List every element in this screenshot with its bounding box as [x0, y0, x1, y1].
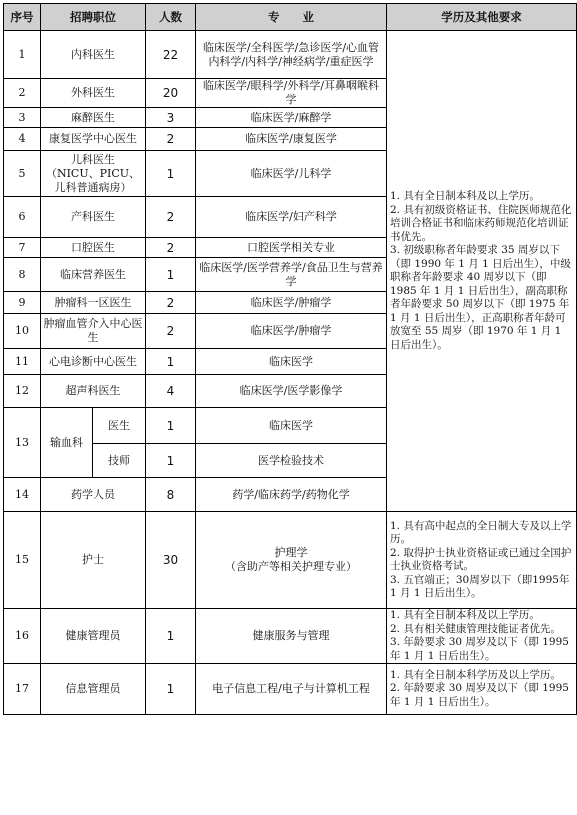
- requirement-item: 2. 取得护士执业资格证或已通过全国护士执业资格考试。: [390, 546, 572, 572]
- major-cell: 临床医学/儿科学: [196, 151, 387, 197]
- position-cell: 肿瘤血管介入中心医生: [41, 314, 146, 349]
- requirements-cell: [387, 512, 577, 609]
- major-cell: 临床医学/医学影像学: [196, 375, 387, 408]
- requirement-item: 1. 具有高中起点的全日制大专及以上学历。: [390, 519, 572, 545]
- position-cell: 肿瘤科一区医生: [41, 292, 146, 314]
- position-cell: 输血科: [41, 408, 93, 478]
- seq-cell: 8: [4, 258, 41, 292]
- major-cell: 电子信息工程/电子与计算机工程: [196, 664, 387, 715]
- table-row: [4, 512, 577, 609]
- count-cell: 2: [146, 292, 196, 314]
- major-cell: 护理学 （含助产等相关护理专业）: [196, 512, 387, 609]
- count-cell: 1: [146, 444, 196, 478]
- seq-cell: 14: [4, 478, 41, 512]
- header-seq: 序号: [4, 4, 41, 31]
- seq-cell: 5: [4, 151, 41, 197]
- position-cell: 儿科医生 （NICU、PICU、儿科普通病房）: [41, 151, 146, 197]
- requirement-item: 2. 具有初级资格证书、住院医师规范化培训合格证书和临床药师规范化培训证书优先。: [390, 203, 572, 243]
- seq-cell: 13: [4, 408, 41, 478]
- major-cell: 口腔医学相关专业: [196, 238, 387, 258]
- count-cell: 20: [146, 79, 196, 108]
- seq-cell: 2: [4, 79, 41, 108]
- position-cell: 信息管理员: [41, 664, 146, 715]
- position-cell: 口腔医生: [41, 238, 146, 258]
- major-cell: 临床医学/全科医学/急诊医学/心血管内科学/内科学/神经病学/重症医学: [196, 31, 387, 79]
- header-row: [4, 4, 577, 31]
- position-cell: 药学人员: [41, 478, 146, 512]
- major-cell: 健康服务与管理: [196, 609, 387, 664]
- seq-cell: 6: [4, 197, 41, 238]
- seq-cell: 16: [4, 609, 41, 664]
- requirement-item: 3. 初级职称者年龄要求 35 周岁以下（即 1990 年 1 月 1 日后出生），中级职称者年龄要求 40 周岁以下（即 1985 年 1 月 1 日后出生），副高职称者年龄要求 50 周岁以下（即 1975 年 1 月 1 日后出生），正高职称者年龄可放宽至 55 周岁（即 1970 年 1 月 1 日后出生）。: [390, 244, 571, 351]
- requirements-cell: [387, 31, 577, 512]
- requirement-item: 1. 具有全日制本科学历及以上学历。: [390, 668, 561, 681]
- seq-cell: 11: [4, 349, 41, 375]
- major-cell: 临床医学/麻醉学: [196, 108, 387, 128]
- major-cell: 临床医学/肿瘤学: [196, 314, 387, 349]
- seq-cell: 7: [4, 238, 41, 258]
- major-cell: 临床医学/医学营养学/食品卫生与营养学: [196, 258, 387, 292]
- major-cell: 临床医学/肿瘤学: [196, 292, 387, 314]
- table-row: [4, 664, 577, 715]
- position-cell: 心电诊断中心医生: [41, 349, 146, 375]
- major-cell: 医学检验技术: [196, 444, 387, 478]
- position-cell: 临床营养医生: [41, 258, 146, 292]
- major-cell: 临床医学/妇产科学: [196, 197, 387, 238]
- seq-cell: 17: [4, 664, 41, 715]
- recruitment-table: [3, 3, 577, 715]
- count-cell: 3: [146, 108, 196, 128]
- count-cell: 1: [146, 609, 196, 664]
- header-count: 人数: [146, 4, 196, 31]
- position-cell: 内科医生: [41, 31, 146, 79]
- major-cell: 临床医学/眼科学/外科学/耳鼻咽喉科学: [196, 79, 387, 108]
- requirement-item: 2. 年龄要求 30 周岁及以下（即 1995 年 1 月 1 日后出生）。: [390, 682, 569, 708]
- seq-cell: 10: [4, 314, 41, 349]
- position-cell: 产科医生: [41, 197, 146, 238]
- count-cell: 2: [146, 128, 196, 151]
- count-cell: 1: [146, 664, 196, 715]
- count-cell: 2: [146, 238, 196, 258]
- count-cell: 22: [146, 31, 196, 79]
- requirements-cell: [387, 664, 577, 715]
- position-cell: 健康管理员: [41, 609, 146, 664]
- header-major: 专 业: [196, 4, 387, 31]
- requirements-cell: [387, 609, 577, 664]
- header-position: 招聘职位: [41, 4, 146, 31]
- count-cell: 1: [146, 408, 196, 444]
- requirement-item: 2. 具有相关健康管理技能证者优先。: [390, 622, 561, 635]
- major-cell: 临床医学: [196, 349, 387, 375]
- seq-cell: 9: [4, 292, 41, 314]
- count-cell: 1: [146, 349, 196, 375]
- position-cell: 外科医生: [41, 79, 146, 108]
- requirement-item: 3. 年龄要求 30 周岁及以下（即 1995 年 1 月 1 日后出生）。: [390, 636, 569, 662]
- major-cell: 临床医学/康复医学: [196, 128, 387, 151]
- count-cell: 1: [146, 258, 196, 292]
- sub-role-cell: 技师: [93, 444, 146, 478]
- seq-cell: 1: [4, 31, 41, 79]
- table-row: [4, 31, 577, 79]
- major-cell: 药学/临床药学/药物化学: [196, 478, 387, 512]
- count-cell: 8: [146, 478, 196, 512]
- requirement-item: 3. 五官端正；30周岁以下（即1995年 1 月 1 日后出生）。: [390, 573, 570, 599]
- sub-role-cell: 医生: [93, 408, 146, 444]
- position-cell: 麻醉医生: [41, 108, 146, 128]
- major-cell: 临床医学: [196, 408, 387, 444]
- seq-cell: 4: [4, 128, 41, 151]
- header-requirements: 学历及其他要求: [387, 4, 577, 31]
- table-row: [4, 609, 577, 664]
- count-cell: 2: [146, 314, 196, 349]
- count-cell: 30: [146, 512, 196, 609]
- count-cell: 4: [146, 375, 196, 408]
- position-cell: 康复医学中心医生: [41, 128, 146, 151]
- seq-cell: 15: [4, 512, 41, 609]
- count-cell: 2: [146, 197, 196, 238]
- position-cell: 护士: [41, 512, 146, 609]
- table-body: [4, 31, 577, 715]
- seq-cell: 12: [4, 375, 41, 408]
- requirement-item: 1. 具有全日制本科及以上学历。: [390, 609, 540, 621]
- position-cell: 超声科医生: [41, 375, 146, 408]
- count-cell: 1: [146, 151, 196, 197]
- requirement-item: 1. 具有全日制本科及以上学历。: [390, 190, 540, 202]
- seq-cell: 3: [4, 108, 41, 128]
